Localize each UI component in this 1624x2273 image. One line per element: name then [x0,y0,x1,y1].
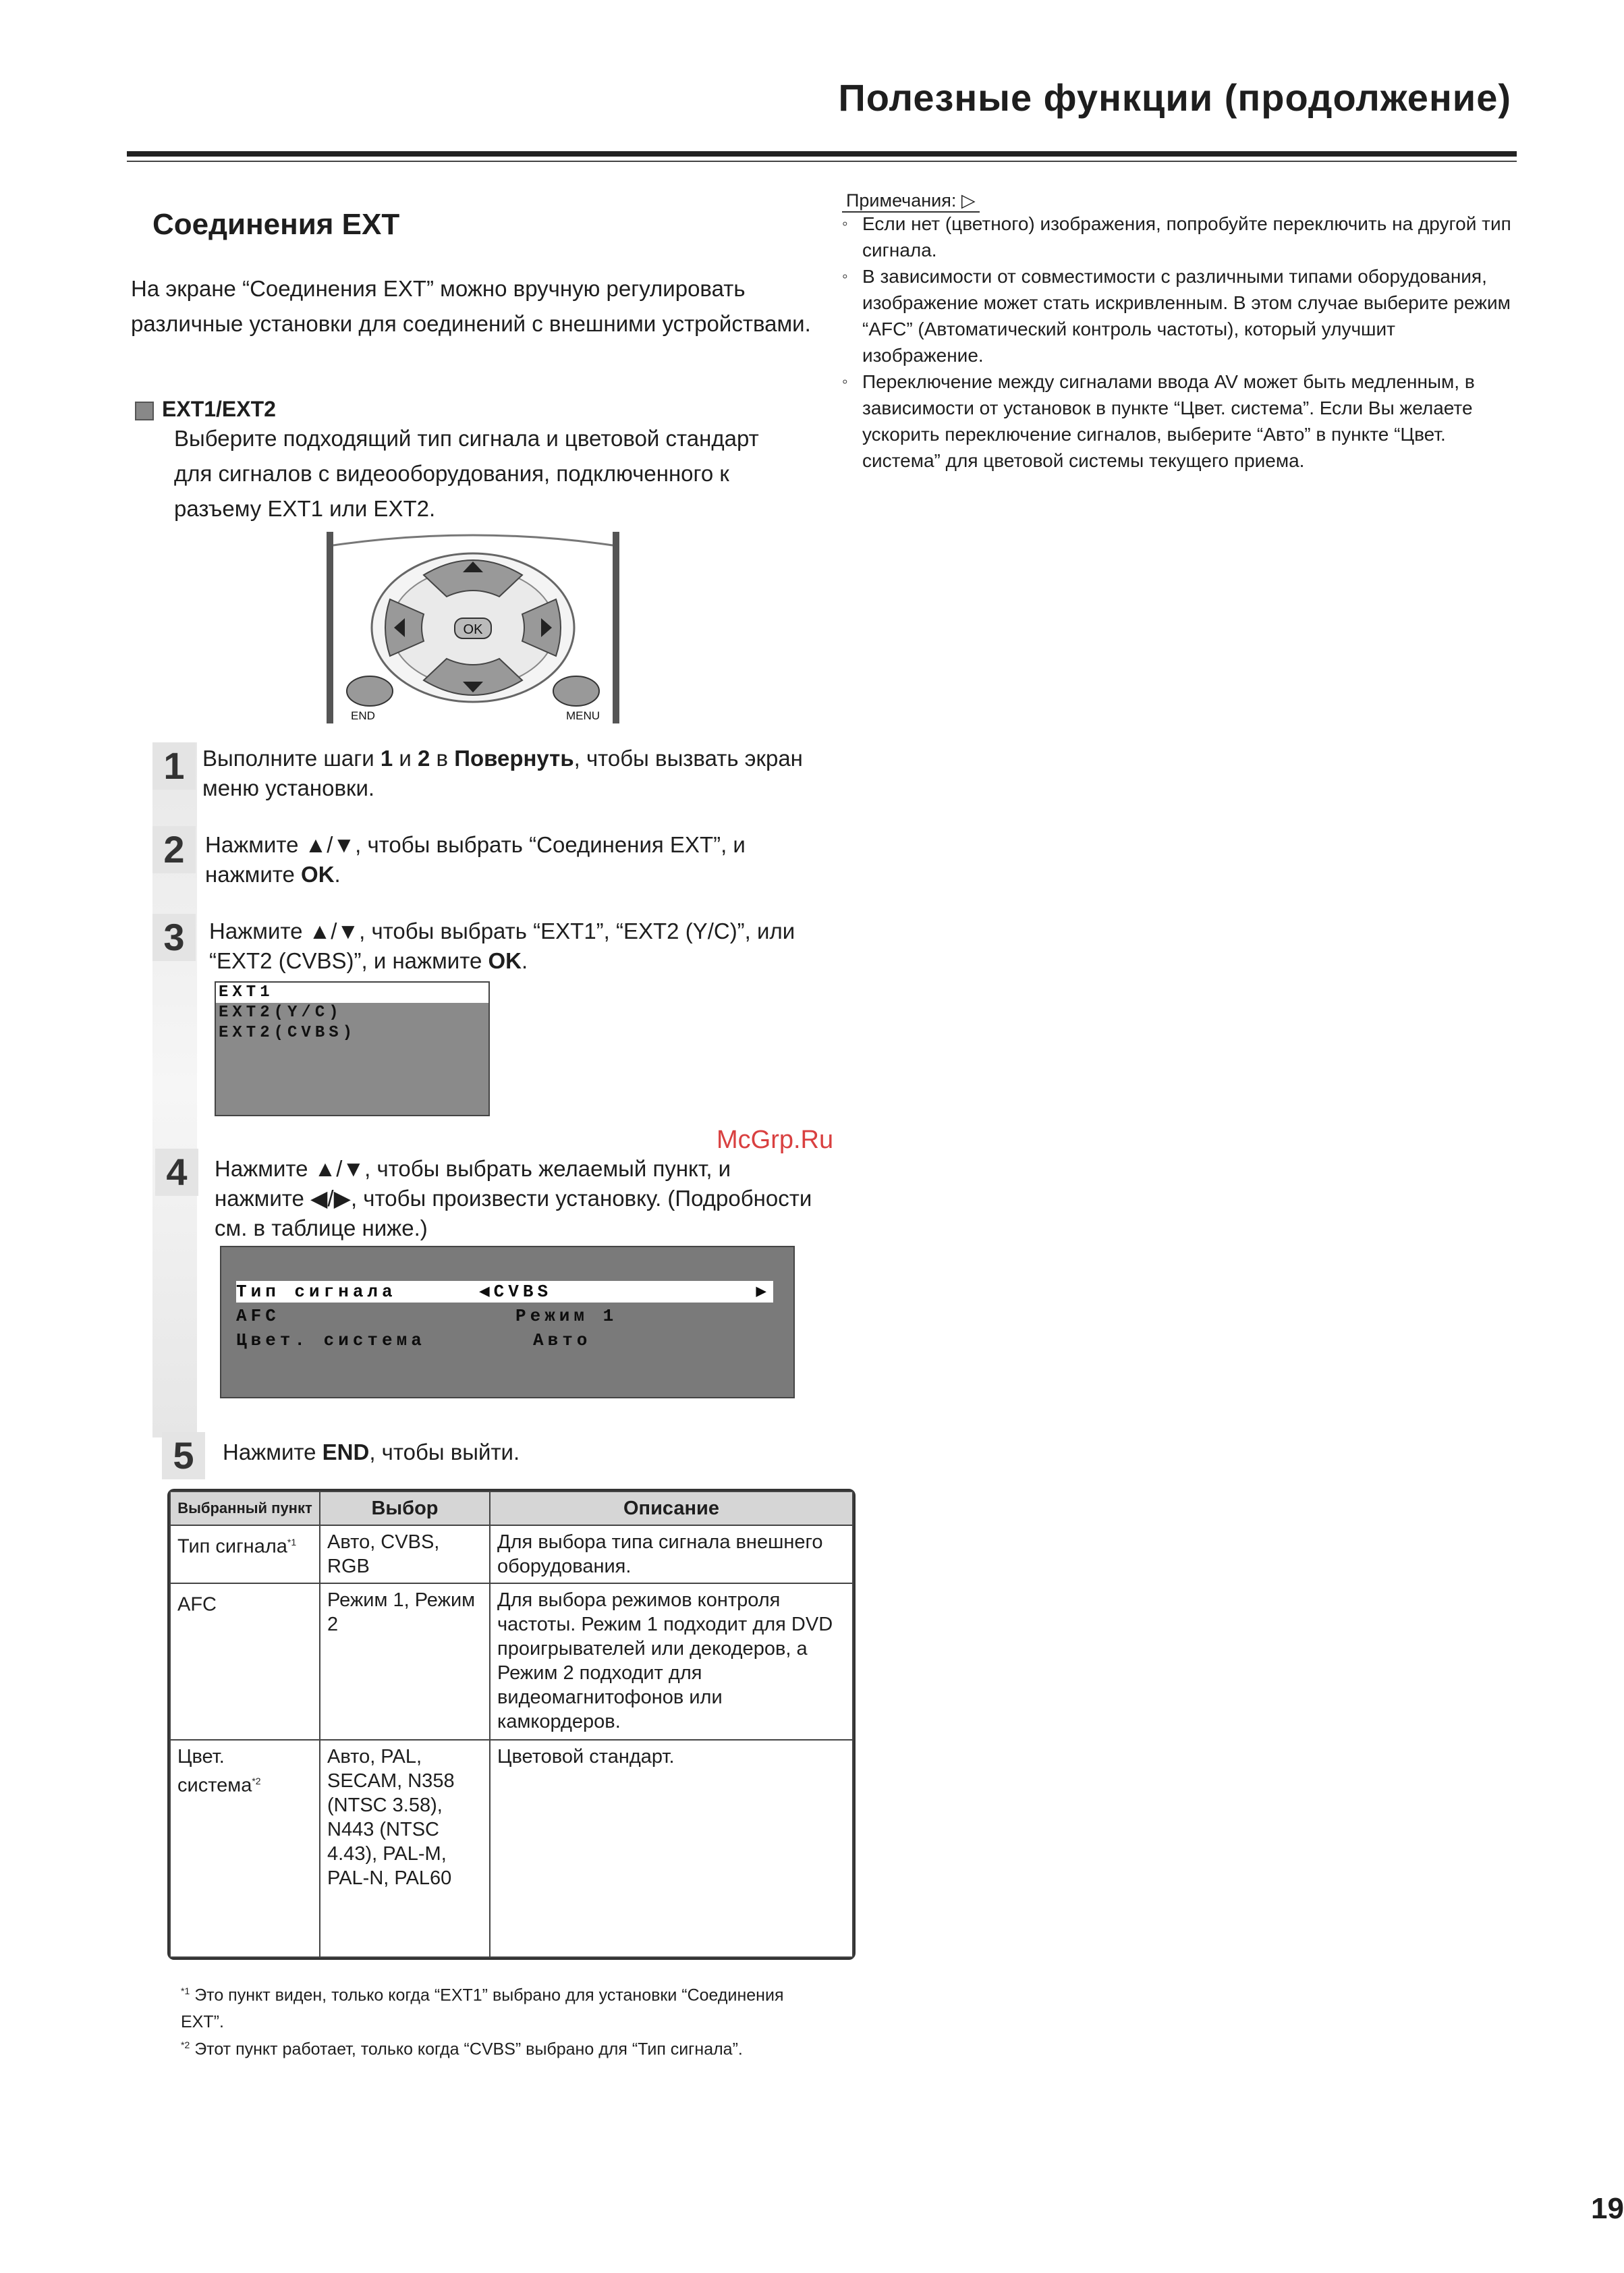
step-number: 3 [152,914,196,961]
note-item: ◦ В зависимости от совместимости с различными типами оборудования, изображение может стать искривленным. В этом случае выберите режим “AFC” (Автоматический контроль частоты), который улучшит изображение. [842,263,1517,368]
subsection-heading [135,397,276,422]
footnote: $^{*1}$ Это пункт виден, только когда “EXT1” выбрано для установки “Соединения EXT”. [181,1986,784,2032]
settings-table [167,1489,856,1960]
ok-label: OK [463,622,483,637]
intro-paragraph: На экране “Соединения EXT” можно вручную регулировать различные установки для соединений с внешними устройствами. [131,276,811,336]
section-title: Соединения EXT [152,208,400,241]
menu-item-ext2-yc[interactable]: EXT2(Y/C) [219,1004,343,1022]
table-header-row [170,1491,853,1525]
ext-select-menu [215,981,490,1116]
menu-label-afc: AFC [236,1306,280,1326]
table-cell: Для выбора типа сигнала внешнего оборудования. [490,1525,853,1583]
menu-label: MENU [565,709,600,722]
menu-label-color-system: Цвет. система [236,1330,426,1350]
notes-heading: Примечания: ▷ [842,190,980,213]
page-number: 19 [1591,2192,1624,2225]
step-4-text: Нажмите ▲/▼, чтобы выбрать желаемый пункт, и нажмите ◀/▶, чтобы произвести установку. (Подробности см. в таблице ниже.) [215,1156,812,1240]
subsection-title: EXT1/EXT2 [162,397,276,421]
notes-list [842,211,1517,474]
table-cell: Цветовой стандарт. [490,1740,853,1957]
step-number: 4 [155,1149,198,1196]
page-header-title: Полезные функции (продолжение) [838,76,1511,119]
table-row [170,1740,853,1957]
square-bullet-icon [135,402,154,420]
table-cell: Цвет. система$^{*2}$ [170,1740,320,1957]
note-item: ◦ Переключение между сигналами ввода AV может быть медленным, в зависимости от установок в пункте “Цвет. система”. Если Вы желаете ускорить переключение сигналов, выберите “Авто” в пункте “Цвет. система” для цветовой системы текущего приема. [842,368,1517,474]
header-rule-thin [127,161,1517,162]
table-row [170,1583,853,1740]
footnote: $^{*2}$ Этот пункт работает, только когда “CVBS” выбрано для “Тип сигнала”. [181,2039,743,2059]
header-rule [127,151,1517,157]
table-cell: Тип сигнала$^{*1}$ [170,1525,320,1583]
menu-value-afc: Режим 1 [515,1306,618,1326]
menu-row-color-system[interactable] [236,1330,773,1351]
step-3-text: Нажмите ▲/▼, чтобы выбрать “EXT1”, “EXT2 (Y/C)”, или “EXT2 (CVBS)”, и нажмите OK. [209,919,795,973]
step-number: 5 [162,1432,205,1479]
menu-item-ext2-cvbs[interactable]: EXT2(CVBS) [219,1024,357,1042]
remote-control-illustration [323,532,623,723]
end-button-shape [347,676,393,706]
col-header: Выбор [320,1491,490,1525]
menu-button-shape [553,676,599,706]
subsection-text: Выберите подходящий тип сигнала и цветовой стандарт для сигналов с видеооборудования, подключенного к разъему EXT1 или EXT2. [174,426,759,521]
menu-row-afc[interactable] [236,1305,773,1327]
table-cell: AFC [170,1583,320,1740]
menu-value-signal-type: ◀CVBS [479,1282,553,1302]
step-number: 1 [152,742,196,790]
step-number: 2 [152,826,196,873]
table-cell: Режим 1, Режим 2 [320,1583,490,1740]
right-arrow-icon[interactable]: ▶ [756,1282,771,1302]
watermark: McGrp.Ru [717,1126,834,1154]
table-cell: Авто, PAL, SECAM, N358 (NTSC 3.58), N443 (NTSC 4.43), PAL-M, PAL-N, PAL60 [320,1740,490,1957]
end-label: END [351,709,375,722]
ext-settings-menu [220,1246,795,1398]
note-item: ◦ Если нет (цветного) изображения, попробуйте переключить на другой тип сигнала. [842,211,1517,263]
menu-row-signal-type[interactable] [236,1281,773,1303]
col-header: Описание [490,1491,853,1525]
menu-value-color-system: Авто [533,1330,592,1350]
arrow-right-icon: ▷ [961,190,976,211]
menu-label-signal-type: Тип сигнала [236,1282,397,1302]
menu-item-ext1[interactable]: EXT1 [216,983,488,1003]
step-1-text: Выполните шаги 1 и 2 в Повернуть, чтобы вызвать экран меню установки. [202,746,803,800]
col-header: Выбранный пункт [170,1491,320,1525]
step-5-text: Нажмите END, чтобы выйти. [223,1440,520,1464]
step-2-text: Нажмите ▲/▼, чтобы выбрать “Соединения EXT”, и нажмите OK. [205,832,746,887]
table-cell: Авто, CVBS, RGB [320,1525,490,1583]
table-cell: Для выбора режимов контроля частоты. Режим 1 подходит для DVD проигрывателей или декодеров, а Режим 2 подходит для видеомагнитофонов или камкордеров. [490,1583,853,1740]
table-row [170,1525,853,1583]
